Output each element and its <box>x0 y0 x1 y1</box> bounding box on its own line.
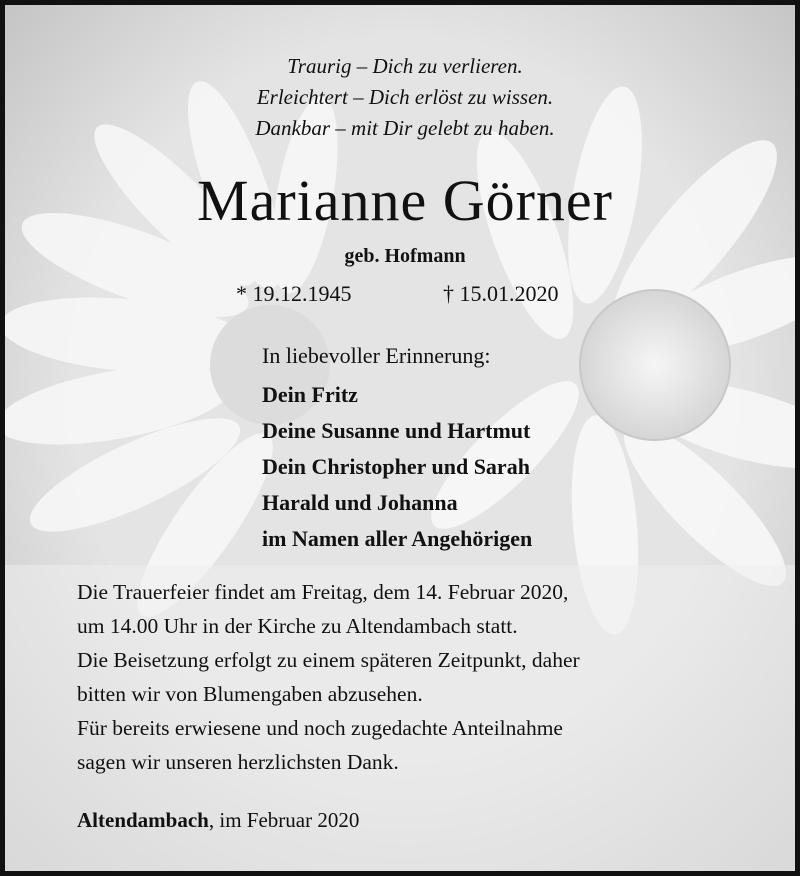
memory-heading: In liebevoller Erinnerung: <box>262 343 491 368</box>
mourner-entry: Dein Christopher und Sarah <box>262 454 530 479</box>
death-cross-symbol: † <box>443 281 454 306</box>
birth-star-symbol: * <box>236 281 247 306</box>
place-date-footer <box>77 808 359 833</box>
motto-line: Traurig – Dich zu verlieren. <box>287 54 523 78</box>
notice-line: um 14.00 Uhr in der Kirche zu Altendambach statt. <box>77 614 518 638</box>
birth-date-line <box>236 281 352 307</box>
mourner-entry: Deine Susanne und Hartmut <box>262 418 531 443</box>
deceased-name: Marianne Görner <box>197 168 613 233</box>
footer-date: , im Februar 2020 <box>208 808 360 832</box>
notice-line: bitten wir von Blumengaben abzusehen. <box>77 682 423 706</box>
mourner-entry: Harald und Johanna <box>262 490 458 515</box>
mourners-list <box>262 377 532 557</box>
notice-line: Die Trauerfeier findet am Freitag, dem 14. Februar 2020, <box>77 580 569 604</box>
maiden-name: geb. Hofmann <box>344 245 466 267</box>
mourner-entry: Dein Fritz <box>262 382 358 407</box>
footer-place: Altendambach <box>77 808 209 832</box>
death-date: 15.01.2020 <box>459 281 559 306</box>
motto-line: Erleichtert – Dich erlöst zu wissen. <box>256 85 554 109</box>
funeral-notice <box>77 575 580 779</box>
notice-line: sagen wir unseren herzlichsten Dank. <box>77 750 399 774</box>
death-date-line <box>443 281 559 307</box>
birth-date: 19.12.1945 <box>252 281 352 306</box>
mourner-entry: im Namen aller Angehörigen <box>262 526 533 551</box>
notice-line: Für bereits erwiesene und noch zugedachte Anteilnahme <box>77 716 563 740</box>
motto-verse <box>5 51 800 144</box>
notice-line: Die Beisetzung erfolgt zu einem späteren Zeitpunkt, daher <box>77 648 580 672</box>
motto-line: Dankbar – mit Dir gelebt zu haben. <box>255 116 555 140</box>
